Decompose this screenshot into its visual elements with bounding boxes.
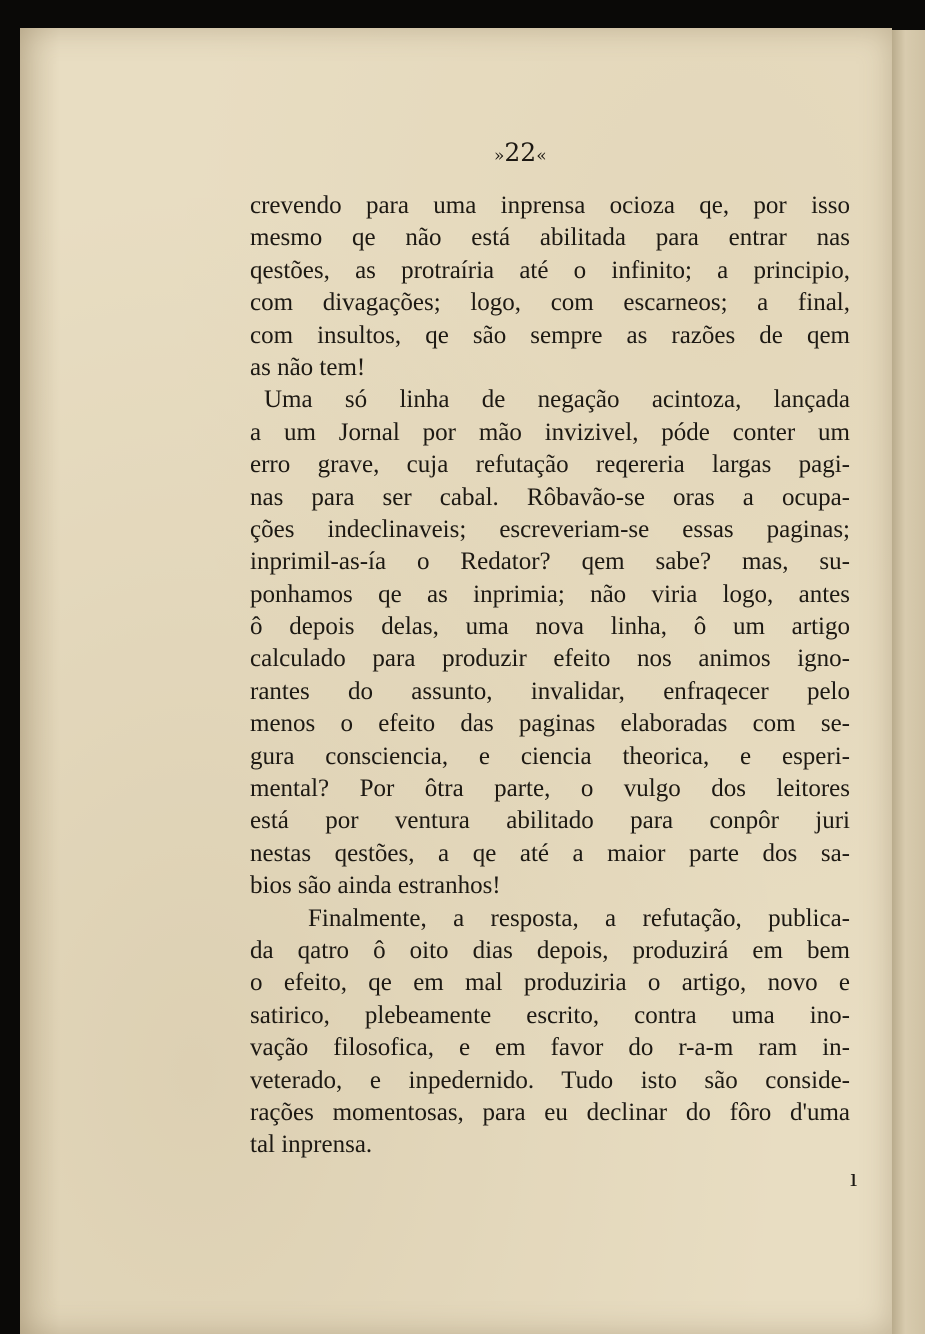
text-line: rações momentosas, para eu declinar do fôro d'uma xyxy=(250,1098,850,1126)
text-line: nas para ser cabal. Rôbavão-se oras a ocupa- xyxy=(250,483,850,511)
text-line: gura consciencia, e ciencia theorica, e esperi- xyxy=(250,742,850,770)
text-line: veterado, e inpedernido. Tudo isto são conside- xyxy=(250,1066,850,1094)
text-line: rantes do assunto, invalidar, enfraqecer pelo xyxy=(250,677,850,705)
text-line: calculado para produzir efeito nos animos igno- xyxy=(250,645,850,673)
text-line: com insultos, qe são sempre as razões de qem xyxy=(250,321,850,349)
text-line: está por ventura abilitado para conpôr juri xyxy=(250,807,850,835)
page-edge xyxy=(892,30,925,1334)
page-number xyxy=(494,138,604,167)
text-line: crevendo para uma inprensa ocioza qe, por isso xyxy=(250,192,850,219)
text-line: satirico, plebeamente escrito, contra uma ino- xyxy=(250,1001,850,1029)
text-line: Finalmente, a resposta, a refutação, publica- xyxy=(308,904,850,932)
text-line: da qatro ô oito dias depois, produzirá em bem xyxy=(250,936,850,964)
body-text xyxy=(250,190,850,1162)
text-line: ções indeclinaveis; escreveriam-se essas paginas; xyxy=(250,515,850,543)
text-line: a um Jornal por mão invizivel, póde conter um xyxy=(250,418,850,446)
text-line: com divagações; logo, com escarneos; a final, xyxy=(250,289,850,317)
text-line: ponhamos qe as inprimia; não viria logo, antes xyxy=(250,580,850,608)
text-line: mesmo qe não está abilitada para entrar nas xyxy=(250,224,850,252)
text-line: ô depois delas, uma nova linha, ô um artigo xyxy=(250,613,850,641)
ornament-left: » xyxy=(494,146,505,166)
page-number-value: 22 xyxy=(504,138,537,167)
text-line: mental? Por ôtra parte, o vulgo dos leitores xyxy=(250,775,850,803)
text-line: inprimil-as-ía o Redator? qem sabe? mas, su- xyxy=(250,548,850,576)
text-line: erro grave, cuja refutação reqereria largas pagi- xyxy=(250,451,850,479)
text-line: bios são ainda estranhos! xyxy=(250,872,501,900)
text-line: as não tem! xyxy=(250,353,366,381)
margin-mark: ı xyxy=(850,1163,858,1192)
text-line: nestas qestões, a qe até a maior parte dos sa- xyxy=(250,839,850,867)
text-line: Uma só linha de negação acintoza, lançada xyxy=(264,386,850,414)
text-line: vação filosofica, e em favor do r-a-m ram in- xyxy=(250,1034,850,1062)
text-line: menos o efeito das paginas elaboradas com se- xyxy=(250,710,850,738)
text-line: qestões, as protraíria até o infinito; a principio, xyxy=(250,256,850,284)
ornament-right: « xyxy=(536,146,547,166)
text-line: tal inprensa. xyxy=(250,1131,373,1159)
text-line: o efeito, qe em mal produziria o artigo, novo e xyxy=(250,969,850,997)
